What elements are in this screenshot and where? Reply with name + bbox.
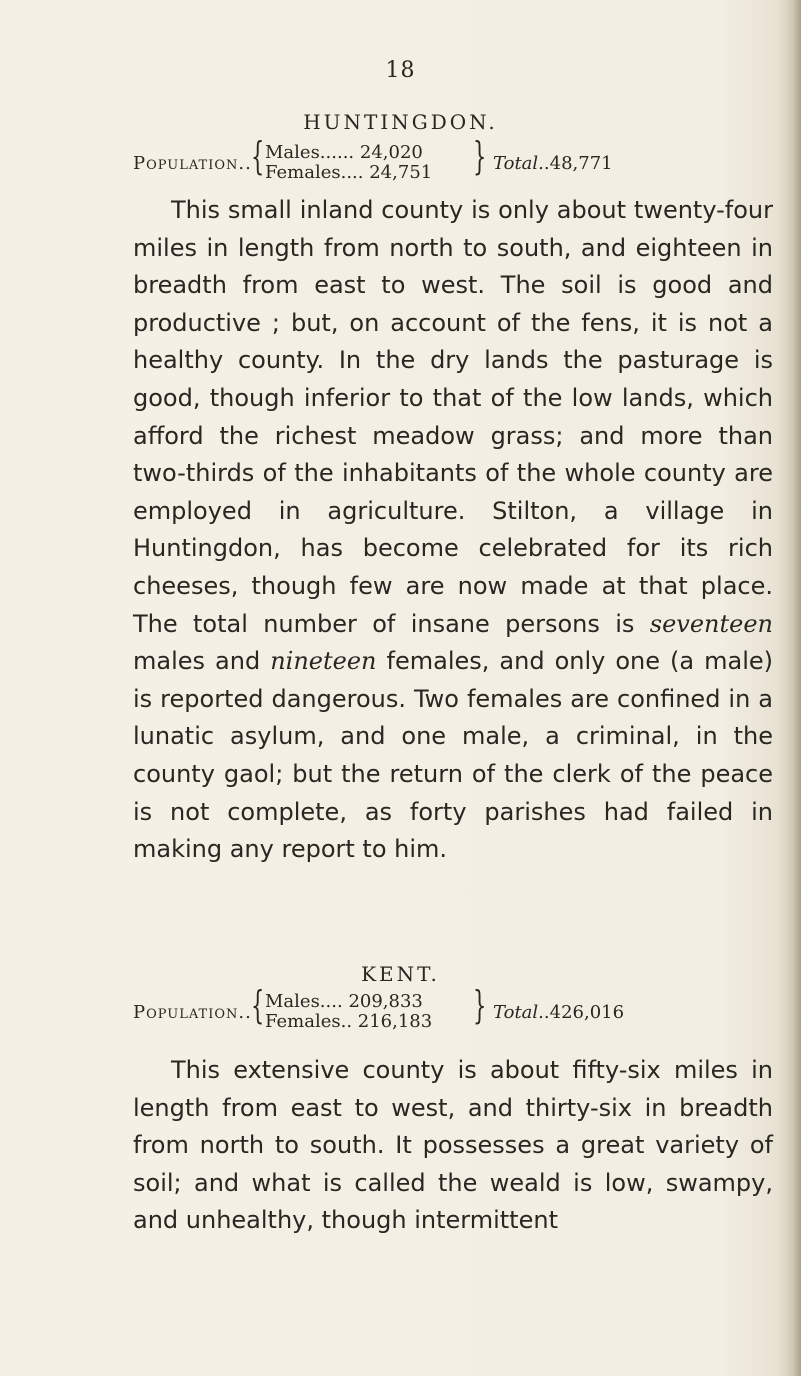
females-label: Females.. <box>265 1011 353 1032</box>
right-brace: } <box>473 983 487 1027</box>
males-row <box>265 992 423 1012</box>
population-label: Population.. <box>133 1002 252 1023</box>
paragraph-text: females, and only one (a male) is reported dangerous. Two females are confined in a lunatic asylum, and one male, a criminal, in the county gaol; but the return of the clerk of the peace is not complete, as forty parishes had failed in making any report to him. <box>133 647 773 864</box>
page-number: 18 <box>385 58 416 83</box>
paragraph-huntingdon <box>133 192 773 869</box>
females-value: 216,183 <box>357 1011 433 1032</box>
females-row <box>265 1012 432 1032</box>
females-value: 24,751 <box>369 162 433 183</box>
total-value: .426,016 <box>543 1002 625 1023</box>
population-table-kent <box>133 983 773 1032</box>
page-edge-shadow <box>787 0 801 1376</box>
females-row <box>265 163 432 183</box>
paragraph-text: This small inland county is only about twenty-four miles in length from north to south, and eighteen in breadth from east to west. The soil is good and productive ; but, on account of the fens, it is not a healthy county. In the dry lands the pasturage is good, though inferior to that of the low lands, which afford the richest meadow grass; and more than two-thirds of the inhabitants of the whole county are employed in agriculture. Stilton, a village in Huntingdon, has become celebrated for its rich cheeses, though few are now made at that place. The total number of insane persons is <box>133 196 773 638</box>
left-brace: { <box>251 134 265 178</box>
population-table-huntingdon <box>133 134 773 183</box>
total-label: Total. <box>493 1002 544 1023</box>
total-value: .48,771 <box>543 153 613 174</box>
emphasis-seventeen: seventeen <box>649 609 773 638</box>
paragraph-text: males and <box>133 647 271 676</box>
population-label: Population.. <box>133 153 252 174</box>
total-row <box>493 153 613 174</box>
emphasis-nineteen: nineteen <box>270 647 377 676</box>
males-label: Males...... <box>265 142 355 163</box>
males-label: Males.... <box>265 991 343 1012</box>
males-row <box>265 143 423 163</box>
males-value: 24,020 <box>359 142 423 163</box>
total-label: Total. <box>493 153 544 174</box>
total-row <box>493 1002 624 1023</box>
section-heading-huntingdon: HUNTINGDON. <box>303 110 498 134</box>
males-value: 209,833 <box>348 991 423 1012</box>
paragraph-text: This extensive county is about fifty-six miles in length from east to west, and thirty-six in breadth from north to south. It possesses a great variety of soil; and what is called the weald is low, swampy, and unhealthy, though intermittent <box>133 1056 773 1235</box>
paragraph-kent <box>133 1052 773 1240</box>
section-heading-kent: KENT. <box>361 962 440 986</box>
females-label: Females.... <box>265 162 364 183</box>
left-brace: { <box>251 983 265 1027</box>
right-brace: } <box>473 134 487 178</box>
